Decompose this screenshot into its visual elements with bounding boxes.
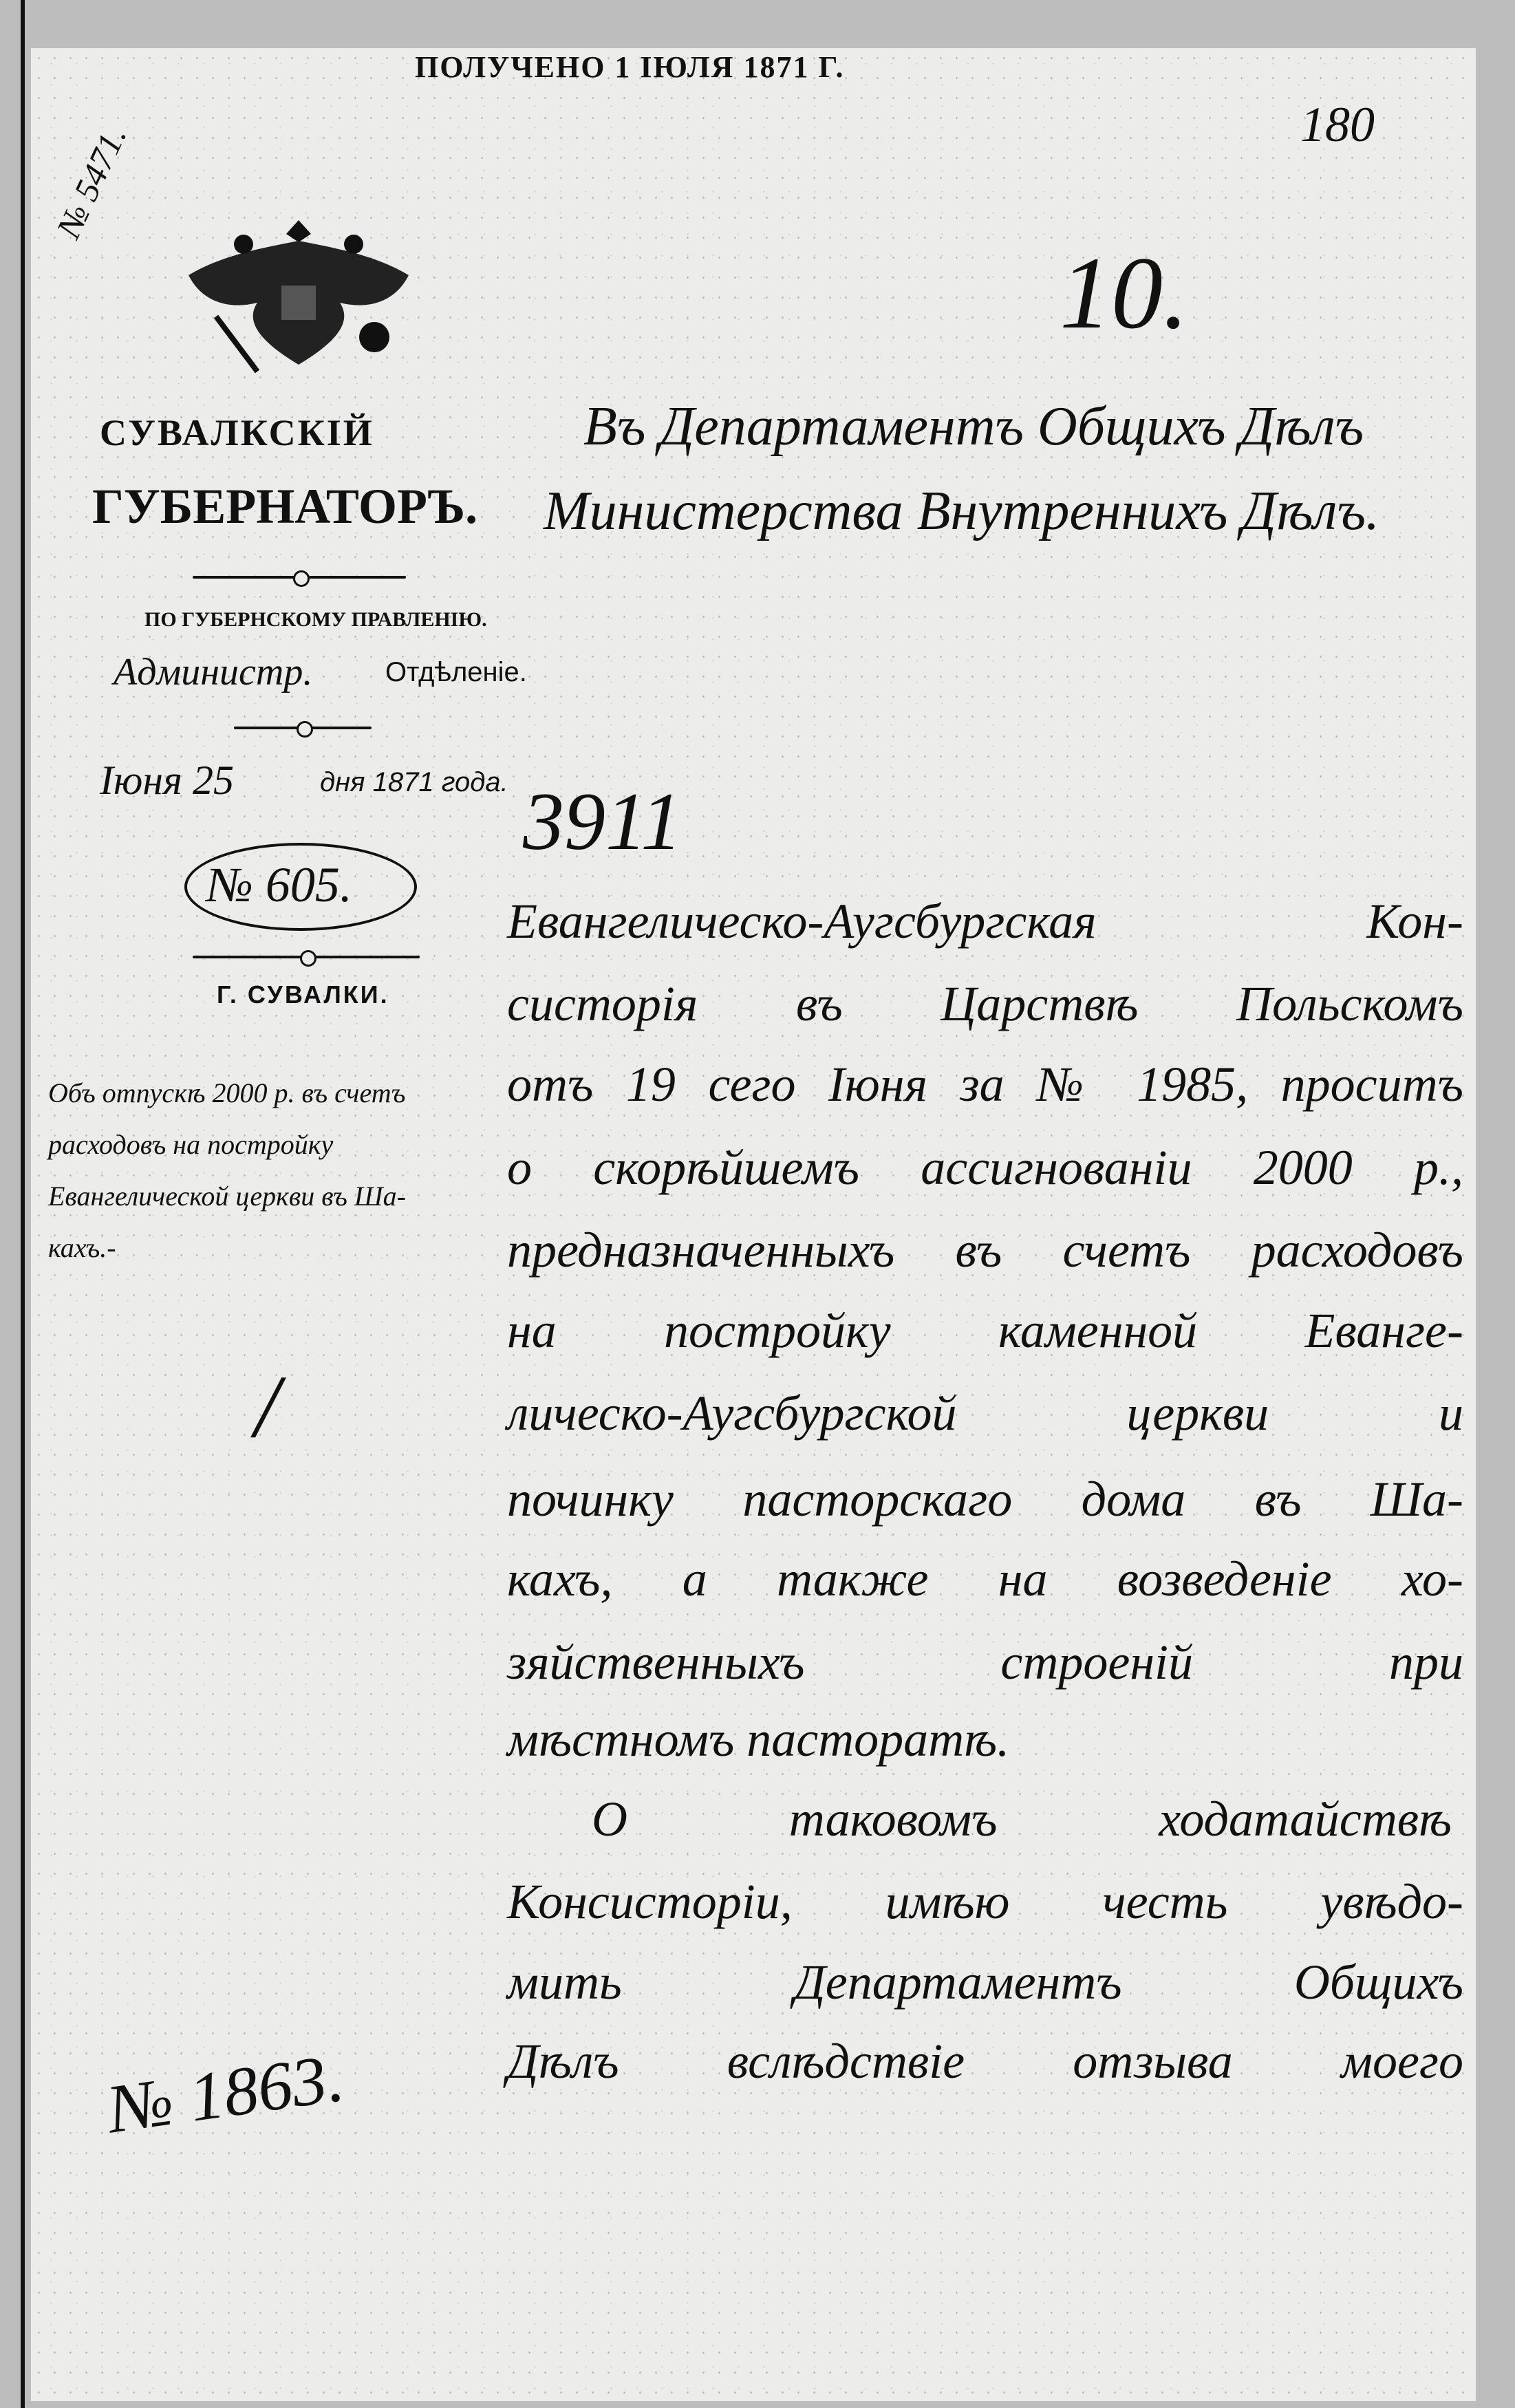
margin-subject-line: Евангелической церкви въ Ша- (48, 1181, 406, 1212)
ornament-divider (234, 727, 372, 729)
body-line: Консисторіи, имѣю честь увѣдо- (507, 1874, 1463, 1929)
body-line: мѣстномъ пасторатѣ. (507, 1712, 1010, 1767)
archive-number: № 5471. (48, 120, 134, 244)
body-line: о скорѣйшемъ ассигнованіи 2000 р., (507, 1140, 1463, 1195)
ornament-divider (193, 576, 406, 579)
margin-subject-line: Объ отпускѣ 2000 р. въ счетъ (48, 1077, 406, 1108)
addressee-line2: Министерства Внутреннихъ Дѣлъ. (544, 481, 1379, 541)
margin-subject-line: расходовъ на постройку (48, 1129, 334, 1160)
body-line: Евангелическо-Аугсбургская Кон- (507, 894, 1463, 949)
folio-number: 180 (1300, 97, 1375, 152)
body-line: на постройку каменной Еванге- (507, 1303, 1463, 1358)
city: Г. СУВАЛКИ. (217, 980, 389, 1009)
double-headed-eagle-icon (161, 206, 436, 378)
body-line: кахъ, а также на возведеніе хо- (507, 1551, 1463, 1606)
binding-edge (21, 0, 25, 2408)
department-caption: ПО ГУБЕРНСКОМУ ПРАВЛЕНІЮ. (144, 608, 487, 631)
body-line: предназначенныхъ въ счетъ расходовъ (507, 1223, 1463, 1278)
margin-slash: / (255, 1357, 280, 1456)
ornament-divider (193, 956, 420, 958)
registry-mark: 3911 (523, 775, 683, 867)
letterhead-line2: ГУБЕРНАТОРЪ. (92, 479, 478, 534)
body-line: починку пасторскаго дома въ Ша- (507, 1472, 1463, 1527)
body-line: систорія въ Царствѣ Польскомъ (507, 976, 1463, 1031)
date-handwritten: Іюня 25 (100, 757, 234, 803)
body-line: мить Департаментъ Общихъ (507, 1955, 1463, 2010)
body-line: лическо-Аугсбургской церкви и (507, 1386, 1463, 1441)
section-handwritten: Администр. (114, 651, 313, 694)
body-line: О таковомъ ходатайствѣ (592, 1792, 1452, 1847)
received-stamp: ПОЛУЧЕНО 1 ІЮЛЯ 1871 Г. (415, 50, 845, 84)
body-line: зяйственныхъ строеній при (507, 1635, 1463, 1690)
body-line: отъ 19 сего Іюня за № 1985, проситъ (507, 1057, 1463, 1112)
outgoing-number: № 605. (206, 857, 352, 912)
section-printed: Отдѣленіе. (385, 657, 527, 687)
date-printed: дня 1871 года. (320, 767, 508, 797)
letterhead-line1: СУВАЛКСКІЙ (100, 412, 374, 453)
margin-subject-line: кахъ.- (48, 1232, 116, 1263)
document-number: 10. (1060, 236, 1189, 350)
margin-bottom-number: № 1863. (103, 2039, 349, 2148)
addressee-line1: Въ Департаментъ Общихъ Дѣлъ (583, 396, 1364, 457)
body-line: Дѣлъ вслѣдствіе отзыва моего (507, 2034, 1463, 2089)
